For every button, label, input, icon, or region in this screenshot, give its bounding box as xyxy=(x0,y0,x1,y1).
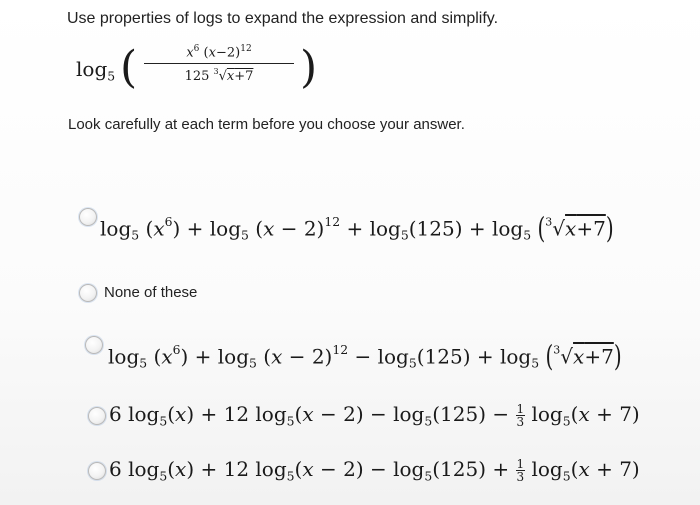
radio-option-c[interactable] xyxy=(85,336,103,354)
radio-option-d[interactable] xyxy=(88,407,106,425)
option-a-math[interactable]: $\log_5 (x^6) + \log_5 (x - 2)^{12} + \log_5(125) + \log_5 (^3√x+7)$ xyxy=(100,210,614,246)
left-paren: ( xyxy=(120,42,138,93)
option-c-math[interactable]: $\log_5 (x^6) + \log_5 (x - 2)^{12} - \log_5(125) + \log_5 (^3√x+7)$ xyxy=(108,338,622,374)
question-prompt: Use properties of logs to expand the expression and simplify. xyxy=(67,10,499,27)
option-e-math[interactable]: 6 $\log_5(x) + 12$ $\log_5(x - 2) - \log_5(125)$ + $\frac{1}{3}$ $\log_5(x + 7)$ xyxy=(109,457,640,484)
option-b-label[interactable]: None of these xyxy=(104,284,198,301)
fraction-denominator: 125 $^3$√x+7 xyxy=(184,67,254,85)
radio-option-e[interactable] xyxy=(88,462,106,480)
radio-option-b[interactable] xyxy=(79,284,97,302)
expression-fraction xyxy=(142,44,296,84)
fraction-numerator: $x^6$ $(x-2)^{12}$ xyxy=(186,44,252,61)
radio-option-a[interactable] xyxy=(79,208,97,226)
option-d-math[interactable]: 6 $\log_5(x) + 12$ $\log_5(x - 2) - \log_5(125)$ − $\frac{1}{3}$ $\log_5(x + 7)$ xyxy=(109,402,640,429)
instruction-text: Look carefully at each term before you choose your answer. xyxy=(68,116,465,133)
right-paren: ) xyxy=(300,42,318,93)
expression-log: $\log_5$ xyxy=(76,57,116,84)
